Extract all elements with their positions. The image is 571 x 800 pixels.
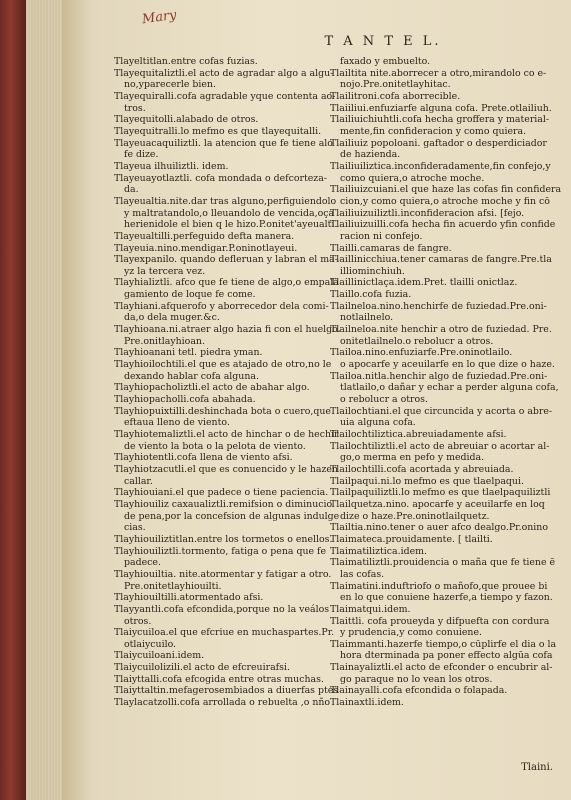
dictionary-line: cion,y como quiera,o atroche moche y fin cō — [340, 195, 550, 207]
dictionary-line: Tlayhiouiliztli.tormento, fatiga o pena que fe — [114, 545, 327, 557]
dictionary-line: Tlayhiouiltia. nite.atormentar y fatigar a otro. — [114, 568, 332, 580]
dictionary-line: Tlayhioilochtili.el que es atajado de otro,no le — [114, 359, 332, 371]
dictionary-line: gamiento de loque fe come. — [124, 289, 256, 301]
dictionary-line: Pre.onitlayhioan. — [124, 335, 205, 347]
dictionary-line: go,o merma en pefo y medida. — [340, 452, 485, 464]
dictionary-line: y prudencia,y como conuiene. — [340, 627, 482, 639]
dictionary-line: Tlayhiopacholiztli.el acto de abahar algo. — [114, 382, 310, 394]
dictionary-line: Tlaimatiliztli.prouidencia o maña que fe tiene ē — [330, 557, 556, 569]
dictionary-line: Tlailpaquiliztli.lo mefmo es que tlaelpaquiliztli — [330, 487, 551, 499]
dictionary-line: Tlailli.camaras de fangre. — [330, 242, 452, 254]
dictionary-line: da,o dela muger.&c. — [124, 312, 220, 324]
dictionary-line: Tlailiuiliztica.inconfideradamente,fin confejo,y — [330, 160, 551, 172]
dictionary-line: herienidole el bien q le hizo.P.onitet'ayeualti. — [124, 219, 338, 231]
dictionary-line: cias. — [124, 522, 146, 534]
dictionary-line: illiominchiuh. — [340, 265, 405, 277]
catchword: Tlaini. — [521, 762, 553, 773]
dictionary-line: Tlayequitolli.alabado de otros. — [114, 114, 259, 126]
dictionary-line: Tlayexpanilo. quando defleruan y labran el ma- — [114, 254, 338, 266]
dictionary-line: dize o haze.Pre.oninotlailquetz. — [340, 510, 490, 522]
dictionary-line: Tlailochtiani.el que circuncida y acorta o abre- — [330, 405, 553, 417]
dictionary-line: nojo.Pre.onitetlayhitac. — [340, 79, 451, 91]
dictionary-line: Tlailochtiliztica.abreuiadamente afsi. — [330, 429, 507, 440]
dictionary-line: dexando hablar cofa alguna. — [124, 370, 259, 382]
dictionary-line: Tlailiuizuilli.cofa hecha fin acuerdo yfin confide — [330, 219, 556, 231]
dictionary-line: Tlailneloa.nino.henchirfe de fuziedad.Pre.oni- — [330, 300, 547, 312]
dictionary-line: Tlailochtilli.cofa acortada y abreuiada. — [330, 463, 514, 475]
dictionary-line: callar. — [124, 475, 153, 487]
dictionary-line: o apocarfe y aceuilarfe en lo que dize o haze. — [340, 359, 555, 371]
dictionary-line: Tlaimatqui.idem. — [330, 603, 411, 615]
dictionary-line: Tlailneloa.nite henchir a otro de fuziedad. Pre. — [330, 324, 552, 336]
dictionary-line: onitetlailnelo.o rebolucr a otros. — [340, 335, 494, 347]
dictionary-line: fe dize. — [124, 149, 159, 161]
dictionary-line: y maltratandolo,o lleuandolo de vencida,oça — [124, 207, 335, 219]
dictionary-line: Tlayhiouiliz caxaualiztli.remifsion o diminucio — [114, 498, 333, 510]
dictionary-line: Tlaimmanti.hazerfe tiempo,o cūplirfe el dia o la — [330, 638, 557, 650]
dictionary-line: no,yparecerle bien. — [124, 79, 216, 91]
dictionary-line: de hazienda. — [340, 149, 401, 161]
dictionary-line: Tlayhiouiani.el que padece o tiene paciencia. — [114, 487, 329, 499]
dictionary-line: Tlayeualtia.nite.dar tras alguno,perfiguiendolo — [114, 195, 337, 207]
dictionary-line: de pena,por la concefsion de algunas indulge — [124, 510, 340, 522]
book-binding — [0, 0, 26, 800]
right-column — [330, 56, 566, 709]
dictionary-line: racion ni confejo. — [340, 230, 423, 242]
margin-note: Mary — [141, 7, 178, 28]
dictionary-line: Tlaimateca.prouidamente. [ tlailti. — [330, 533, 493, 545]
running-head: T A N T E L. — [324, 34, 442, 49]
dictionary-line: Tlaillinicchiua.tener camaras de fangre.Pre.tla — [330, 254, 552, 266]
page-sheet — [62, 0, 571, 800]
dictionary-line: otlaiycuilo. — [124, 638, 177, 650]
dictionary-line: Tlaimatini.induftriofo o mañofo,que prouee bi — [330, 580, 548, 592]
dictionary-line: Tlailiuizcuiani.el que haze las cofas fin confidera — [330, 184, 562, 196]
dictionary-line: Tlayeuacaquiliztli. la atencion que fe tiene alo — [114, 137, 333, 149]
dictionary-line: Tlayequiralli.cofa agradable yque contenta ao- — [114, 90, 336, 102]
dictionary-line: Tlaiycuiloa.el que efcriue en muchaspartes.Pr. — [114, 627, 335, 639]
dictionary-line: hora dterminada pa poner effecto algūa cofa — [340, 650, 553, 662]
dictionary-line: Tlayhiani.afquerofo y aborrecedor dela comi- — [114, 300, 329, 312]
dictionary-line: Tlayhiouiliztitlan.entre los tormetos o enellos. — [114, 533, 333, 545]
dictionary-line: Tlaiycuiloani.idem. — [114, 650, 205, 662]
dictionary-line: Tlaiiliui.enfuziarfe alguna cofa. Prete.otlailiuh. — [330, 102, 552, 114]
dictionary-line: Tlaylacatzolli.cofa arrollada o rebuelta ,o nño — [114, 697, 331, 709]
dictionary-line: en lo que conuiene hazerfe,a tiempo y fazon. — [340, 592, 553, 604]
dictionary-line: Tlainayaliztli.el acto de efconder o encubrir al- — [330, 662, 553, 674]
dictionary-line: Tlayeuayotlaztli. cofa mondada o defcorteza- — [114, 172, 327, 184]
dictionary-line: tros. — [124, 102, 146, 114]
dictionary-line: Tlailquetza.nino. apocarfe y aceuilarfe en loq — [330, 498, 545, 510]
dictionary-line: Tlayhiotzacutli.el que es conuencido y le hazen — [114, 463, 338, 475]
dictionary-line: Tlainayalli.cofa efcondida o folapada. — [330, 685, 508, 697]
dictionary-line: Tlayyantli.cofa efcondida,porque no la veálos — [114, 603, 330, 615]
dictionary-line: Tlaiyttalli.cofa efcogida entre otras muchas. — [114, 673, 324, 685]
dictionary-line: Tlailoa.nino.enfuziarfe.Pre.oninotlailo. — [330, 347, 513, 359]
page-edges — [26, 0, 62, 800]
dictionary-line: da. — [124, 184, 139, 196]
dictionary-line: Tlayhioana.ni.atraer algo hazia fi con el huelgo. — [114, 324, 341, 336]
dictionary-line: eftaua lleno de viento. — [124, 417, 230, 429]
dictionary-line: Tlayeuia.nino.mendigar.P.oninotlayeui. — [114, 242, 298, 254]
dictionary-line: Tlailoa.nitla.henchir algo de fuziedad.Pre.oni- — [330, 370, 548, 382]
dictionary-line: Tlayhiotentli.cofa llena de viento afsi. — [114, 452, 293, 464]
dictionary-line: las cofas. — [340, 568, 385, 580]
dictionary-line: o rebolucr a otros. — [340, 394, 428, 406]
dictionary-line: tlatlailo,o dañar y echar a perder alguna cofa, — [340, 382, 559, 394]
dictionary-line: Tlailitroni.cofa aborrecible. — [330, 90, 461, 102]
dictionary-line: otros. — [124, 615, 152, 627]
dictionary-line: Tlailtia.nino.tener o auer afco dealgo.Pr.onino — [330, 522, 548, 534]
dictionary-line: yz la tercera vez. — [124, 265, 206, 277]
dictionary-line: faxado y embuelto. — [340, 56, 431, 67]
dictionary-line: Tlayeltitlan.entre cofas fuzias. — [114, 56, 258, 67]
dictionary-line: Tlailiuizuiliztli.inconfideracion afsi. [fejo. — [330, 207, 525, 219]
dictionary-line: de viento la bota o la pelota de viento. — [124, 440, 306, 452]
dictionary-line: Tlailiuichiuhtli.cofa hecha groffera y material- — [330, 114, 550, 126]
dictionary-line: como quiera,o atroche moche. — [340, 172, 485, 184]
dictionary-line: padece. — [124, 557, 161, 569]
dictionary-line: Tlailiuiz popoloani. gaftador o desperdiciador — [330, 137, 547, 149]
dictionary-line: notlailnelo. — [340, 312, 394, 324]
dictionary-line: Tlayhiouiltilli.atormentado afsi. — [114, 592, 264, 604]
dictionary-line: Tlailtita nite.aborrecer a otro,mirandolo co e- — [330, 67, 547, 79]
dictionary-line: Tlayhioanani tetl. piedra yman. — [114, 347, 263, 359]
dictionary-line: Tlaillinictlaça.idem.Pret. tlailli onictlaz. — [330, 277, 518, 289]
dictionary-line: Tlaittli. cofa proueyda y difpuefta con cordura — [330, 615, 550, 627]
dictionary-line: Pre.onitetlayhiouilti. — [124, 580, 222, 592]
dictionary-line: Tlailochtiliztli.el acto de abreuiar o acortar al- — [330, 440, 550, 452]
dictionary-line: Tlaiycuilolizili.el acto de efcreuirafsi. — [114, 662, 290, 674]
dictionary-line: Tlayequitaliztli.el acto de agradar algo a algu- — [114, 67, 334, 79]
dictionary-line: uia alguna cofa. — [340, 417, 416, 429]
dictionary-line: Tlaillo.cofa fuzia. — [330, 289, 412, 301]
dictionary-line: Tlayeua ilhuiliztli. idem. — [114, 160, 229, 172]
dictionary-line: Tlayeualtilli.perfeguido defta manera. — [114, 230, 295, 242]
dictionary-line: mente,fin confideracion y como quiera. — [340, 125, 527, 137]
dictionary-line: Tlaimatiliztica.idem. — [330, 545, 428, 557]
dictionary-line: Tlayequitralli.lo mefmo es que tlayequitalli. — [114, 125, 322, 137]
dictionary-line: Tlailpaqui.ni.lo mefmo es que tlaelpaqui. — [330, 475, 524, 487]
dictionary-line: go paraque no lo vean los otros. — [340, 673, 493, 685]
dictionary-line: Tlayhiotemaliztli.el acto de hinchar o de hechir — [114, 429, 339, 440]
left-column — [114, 56, 346, 709]
dictionary-line: Tlayhiopuixtilli.deshinchada bota o cuero,que — [114, 405, 331, 417]
dictionary-line: Tlayhiopacholli.cofa abahada. — [114, 394, 256, 406]
dictionary-line: Tlayhializtli. afco que fe tiene de algo,o empala — [114, 277, 339, 289]
dictionary-line: Tlaiyttaltin.mefagerosembiados a diuerfas ptes — [114, 685, 339, 697]
dictionary-line: Tlainaxtli.idem. — [330, 697, 404, 709]
